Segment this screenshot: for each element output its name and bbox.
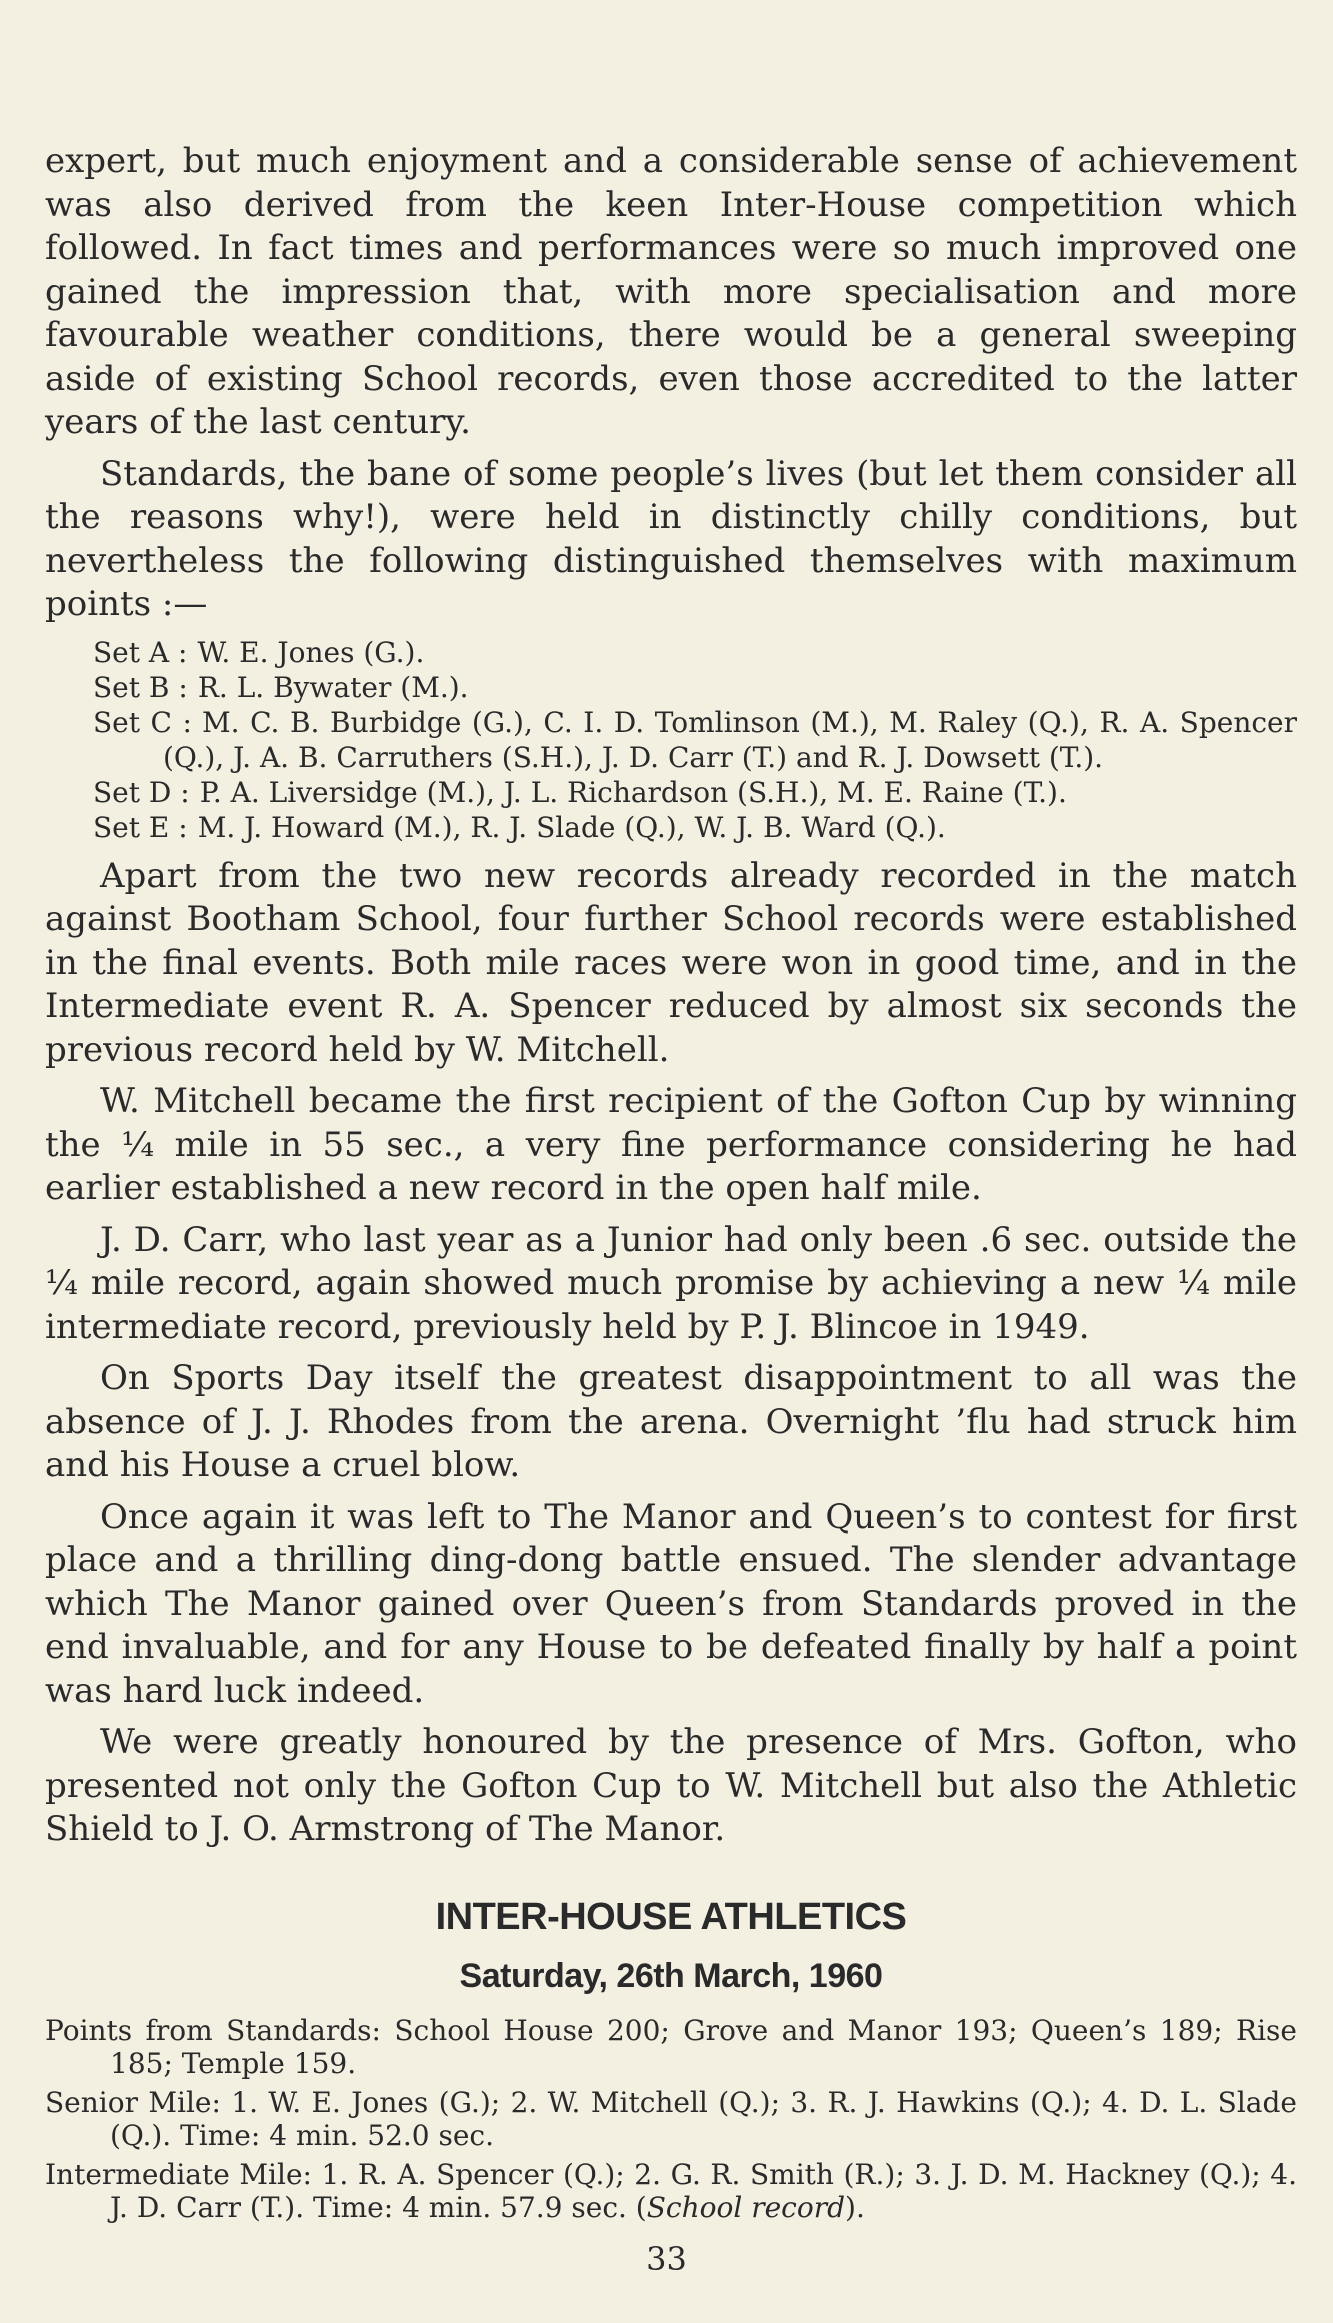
paragraph-standards: Standards, the bane of some people’s lives (but let them consider all the reasons why!), were held in distinctly chilly conditions, but nevertheless the following distinguished themselves with maximum points :— [45, 453, 1297, 624]
set-names: M. C. B. Burbidge (G.), C. I. D. Tomlinson (M.), M. Raley (Q.), R. A. Spencer (Q.), J. A. B. Carruthers (S.H.), J. D. Carr (T.) and R. J. Dowsett (T.). [163, 705, 1297, 774]
standards-set-list [93, 635, 1297, 845]
record-note: School record [646, 2190, 846, 2224]
set-names: W. E. Jones (G.). [197, 635, 425, 669]
paragraph-carr: J. D. Carr, who last year as a Junior had only been .6 sec. outside the ¼ mile record, again showed much promise by achieving a new ¼ mile intermediate record, previously held by P. J. Blincoe in 1949. [45, 1219, 1297, 1347]
result-intermediate-mile [45, 2158, 1297, 2224]
paragraph-gofton-cup: W. Mitchell became the first recipient of the Gofton Cup by winning the ¼ mile in 55 sec., a very fine performance considering he had earlier established a new record in the open half mile. [45, 1081, 1297, 1208]
result-text: Intermediate Mile: 1. R. A. Spencer (Q.); 2. G. R. Smith (R.); 3. J. D. M. Hackney (Q.); 4. J. D. Carr (T.). Time: 4 min. 57.9 sec. ( [45, 2157, 1297, 2224]
set-row-a [93, 635, 1297, 670]
set-row-b [93, 670, 1297, 705]
result-tail: ). [845, 2190, 865, 2224]
set-label: Set E : [93, 810, 188, 844]
page-content [45, 140, 1297, 2230]
set-names: P. A. Liversidge (M.), J. L. Richardson (S.H.), M. E. Raine (T.). [199, 775, 1067, 809]
section-heading: INTER-HOUSE ATHLETICS [435, 1895, 907, 1938]
paragraph-records: Apart from the two new records already recorded in the match against Bootham School, four further School records were established in the final events. Both mile races were won in good time, and in the Intermediate event R. A. Spencer reduced by almost six seconds the previous record held by W. Mitchell. [45, 855, 1297, 1070]
paragraph-intro: expert, but much enjoyment and a considerable sense of achievement was also derived from the keen Inter-House competition which followed. In fact times and performances were so much improved one gained the impression that, with more specialisation and more favourable weather conditions, there would be a general sweeping aside of existing School records, even those accredited to the latter years of the last century. [45, 141, 1297, 442]
paragraph-sports-day: On Sports Day itself the greatest disappointment to all was the absence of J. J. Rhodes from the arena. Overnight ’flu had struck him and his House a cruel blow. [45, 1358, 1297, 1485]
paragraph-manor-queens: Once again it was left to The Manor and Queen’s to contest for first place and a thrilling ding-dong battle ensued. The slender advantage which The Manor gained over Queen’s from Standards proved in the end invaluable, and for any House to be defeated finally by half a point was hard luck indeed. [45, 1496, 1297, 1711]
result-standards: Points from Standards: School House 200; Grove and Manor 193; Queen’s 189; Rise 185; Temple 159. [45, 2013, 1297, 2080]
set-label: Set C : [93, 705, 192, 739]
section-subheading: Saturday, 26th March, 1960 [459, 1956, 883, 1995]
set-row-c [93, 705, 1297, 775]
set-row-d [93, 775, 1297, 810]
set-label: Set D : [93, 775, 190, 809]
page-number: 33 [646, 2240, 687, 2278]
set-label: Set B : [93, 670, 188, 704]
set-label: Set A : [93, 635, 188, 669]
paragraph-mrs-gofton: We were greatly honoured by the presence of Mrs. Gofton, who presented not only the Gofton Cup to W. Mitchell but also the Athletic Shield to J. O. Armstrong of The Manor. [45, 1722, 1297, 1849]
set-names: M. J. Howard (M.), R. J. Slade (Q.), W. J. B. Ward (Q.). [197, 810, 946, 844]
set-row-e [93, 810, 1297, 845]
result-senior-mile: Senior Mile: 1. W. E. Jones (G.); 2. W. Mitchell (Q.); 3. R. J. Hawkins (Q.); 4. D. L. Slade (Q.). Time: 4 min. 52.0 sec. [45, 2085, 1297, 2152]
set-names: R. L. Bywater (M.). [197, 670, 469, 704]
